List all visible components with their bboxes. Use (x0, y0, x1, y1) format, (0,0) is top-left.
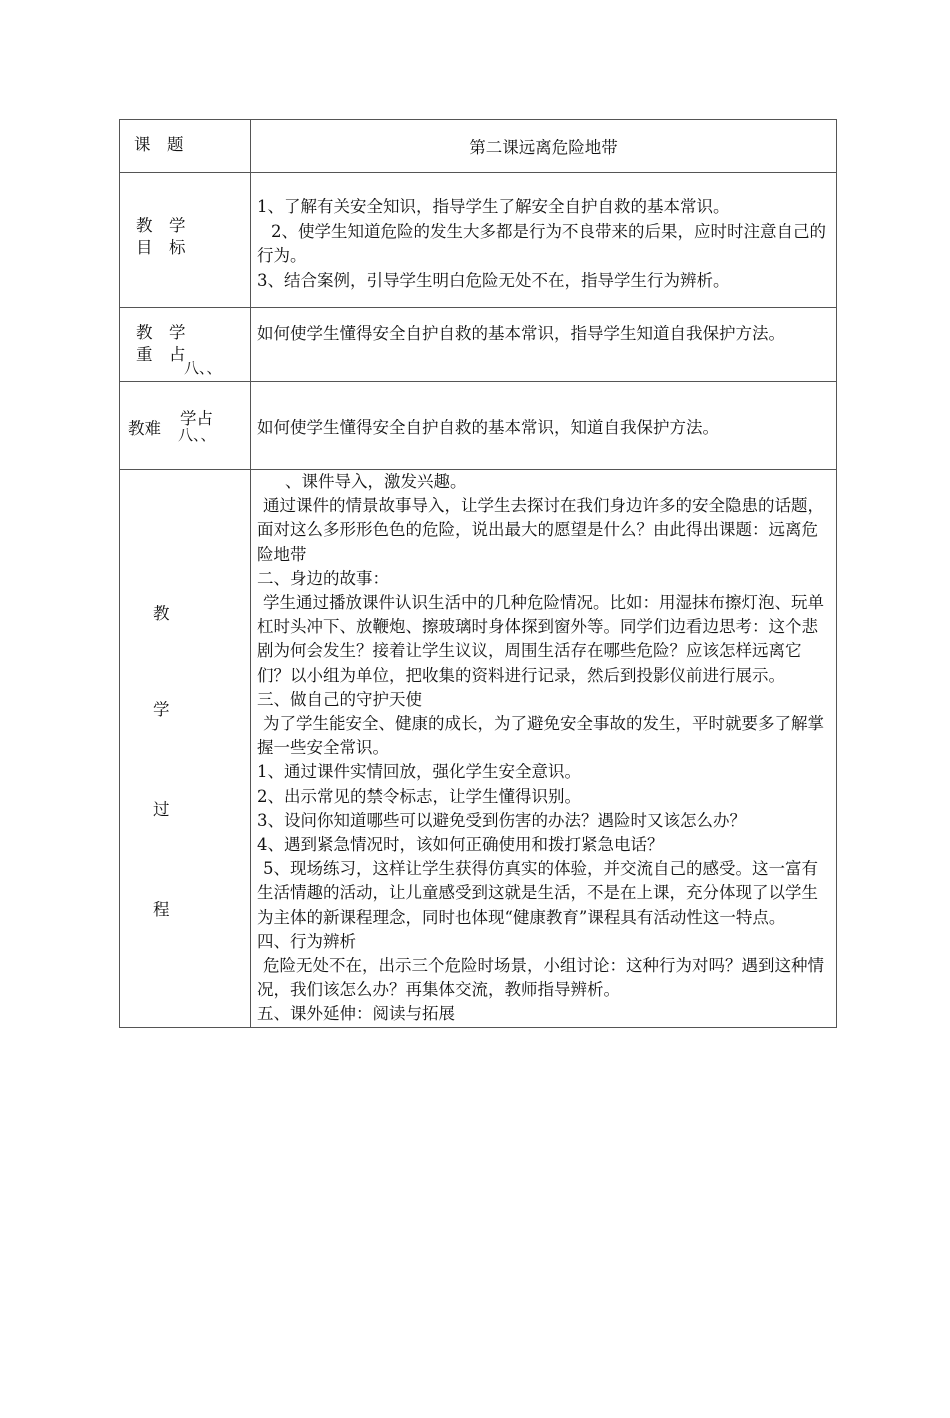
difficulty-label-lower: 八、、 (178, 426, 216, 444)
process-paragraph: 、课件导入，激发兴趣。 (285, 472, 467, 491)
process-body (251, 470, 836, 1027)
process-paragraph: 1、通过课件实情回放，强化学生安全意识。 (257, 762, 581, 782)
goals-list (251, 173, 836, 293)
goal-item: 2、使学生知道危险的发生大多都是行为不良带来的后果，应时时注意自己的行为。 (257, 221, 826, 265)
process-label-cell (120, 470, 251, 1028)
goals-label-cell (120, 173, 251, 308)
process-paragraph: 学生通过播放课件认识生活中的几种危险情况。比如：用湿抹布擦灯泡、玩单杠时头冲下、放鞭炮、擦玻璃时身体探到窗外等。同学们边看边思考：这个悲剧为何会发生？接着让学生议议，周围生活存在哪些危险？应该怎样远离它们？以小组为单位，把收集的资料进行记录，然后到投影仪前进行展示。 (257, 593, 824, 685)
key-label-cell (120, 308, 251, 382)
key-content-cell (251, 308, 837, 382)
process-paragraph: 危险无处不在，出示三个危险时场景，小组讨论：这种行为对吗？遇到这种情况，我们该怎么办？再集体交流，教师指导辨析。 (257, 956, 824, 1000)
goal-item: 1、了解有关安全知识，指导学生了解安全自护自救的基本常识。 (257, 197, 730, 216)
difficulty-text: 如何使学生懂得安全自护自救的基本常识，知道自我保护方法。 (257, 418, 719, 437)
difficulty-label-main: 教难 (128, 419, 161, 438)
title-label-cell (120, 120, 251, 173)
key-points-row (120, 308, 837, 382)
goals-row (120, 173, 837, 308)
key-points-text: 如何使学生懂得安全自护自救的基本常识，指导学生知道自我保护方法。 (257, 324, 785, 343)
process-label-char: 程 (153, 900, 170, 919)
goals-content-cell (251, 173, 837, 308)
difficulty-label-cell (120, 382, 251, 470)
process-label-char: 学 (153, 700, 170, 719)
lesson-plan-sheet (119, 119, 835, 1418)
process-paragraph: 3、设问你知道哪些可以避免受到伤害的办法？遇险时又该怎么办？ (257, 810, 746, 830)
process-paragraph: 2、出示常见的禁令标志，让学生懂得识别。 (257, 786, 581, 806)
process-paragraph: 4、遇到紧急情况时，该如何正确使用和拨打紧急电话？ (257, 835, 664, 855)
process-paragraph: 通过课件的情景故事导入，让学生去探讨在我们身边许多的安全隐患的话题，面对这么多形形色色的危险，说出最大的愿望是什么？由此得出课题：远离危险地带 (257, 496, 824, 564)
title-value-cell (251, 120, 837, 173)
difficulty-row (120, 382, 837, 470)
lesson-plan-table (119, 119, 837, 1028)
process-content-cell (251, 470, 837, 1028)
key-label-line2: 重 占 (136, 345, 186, 364)
title-label: 课 题 (134, 135, 184, 154)
process-label-char: 教 (153, 604, 170, 623)
process-label (120, 470, 250, 919)
process-paragraph: 为了学生能安全、健康的成长，为了避免安全事故的发生，平时就要多了解掌握一些安全常识。 (257, 714, 824, 758)
difficulty-label-upper: 学占 (180, 409, 213, 428)
process-paragraph: 五、课外延伸：阅读与拓展 (257, 1004, 455, 1024)
process-row (120, 470, 837, 1028)
process-paragraph: 5、现场练习，这样让学生获得仿真实的体验，并交流自己的感受。这一富有生活情趣的活动，让儿童感受到这就是生活，不是在上课，充分体现了以学生为主体的新课程理念，同时也体现“健康教育”课程具有活动性这一特点。 (257, 859, 818, 927)
process-paragraph: 四、行为辨析 (257, 931, 356, 951)
process-paragraph: 三、做自己的守护天使 (257, 689, 422, 709)
title-row (120, 120, 837, 173)
goals-label-line2: 目 标 (136, 238, 186, 257)
goal-item: 3、结合案例，引导学生明白危险无处不在，指导学生行为辨析。 (257, 270, 730, 290)
lesson-title: 第二课远离危险地带 (469, 138, 618, 157)
key-label-line3: 八、、 (184, 359, 222, 377)
process-label-char: 过 (153, 800, 170, 819)
key-label-line1: 教 学 (136, 323, 186, 342)
goals-label-line1: 教 学 (136, 216, 186, 235)
difficulty-content-cell (251, 382, 837, 470)
process-paragraph: 二、身边的故事： (257, 568, 389, 588)
